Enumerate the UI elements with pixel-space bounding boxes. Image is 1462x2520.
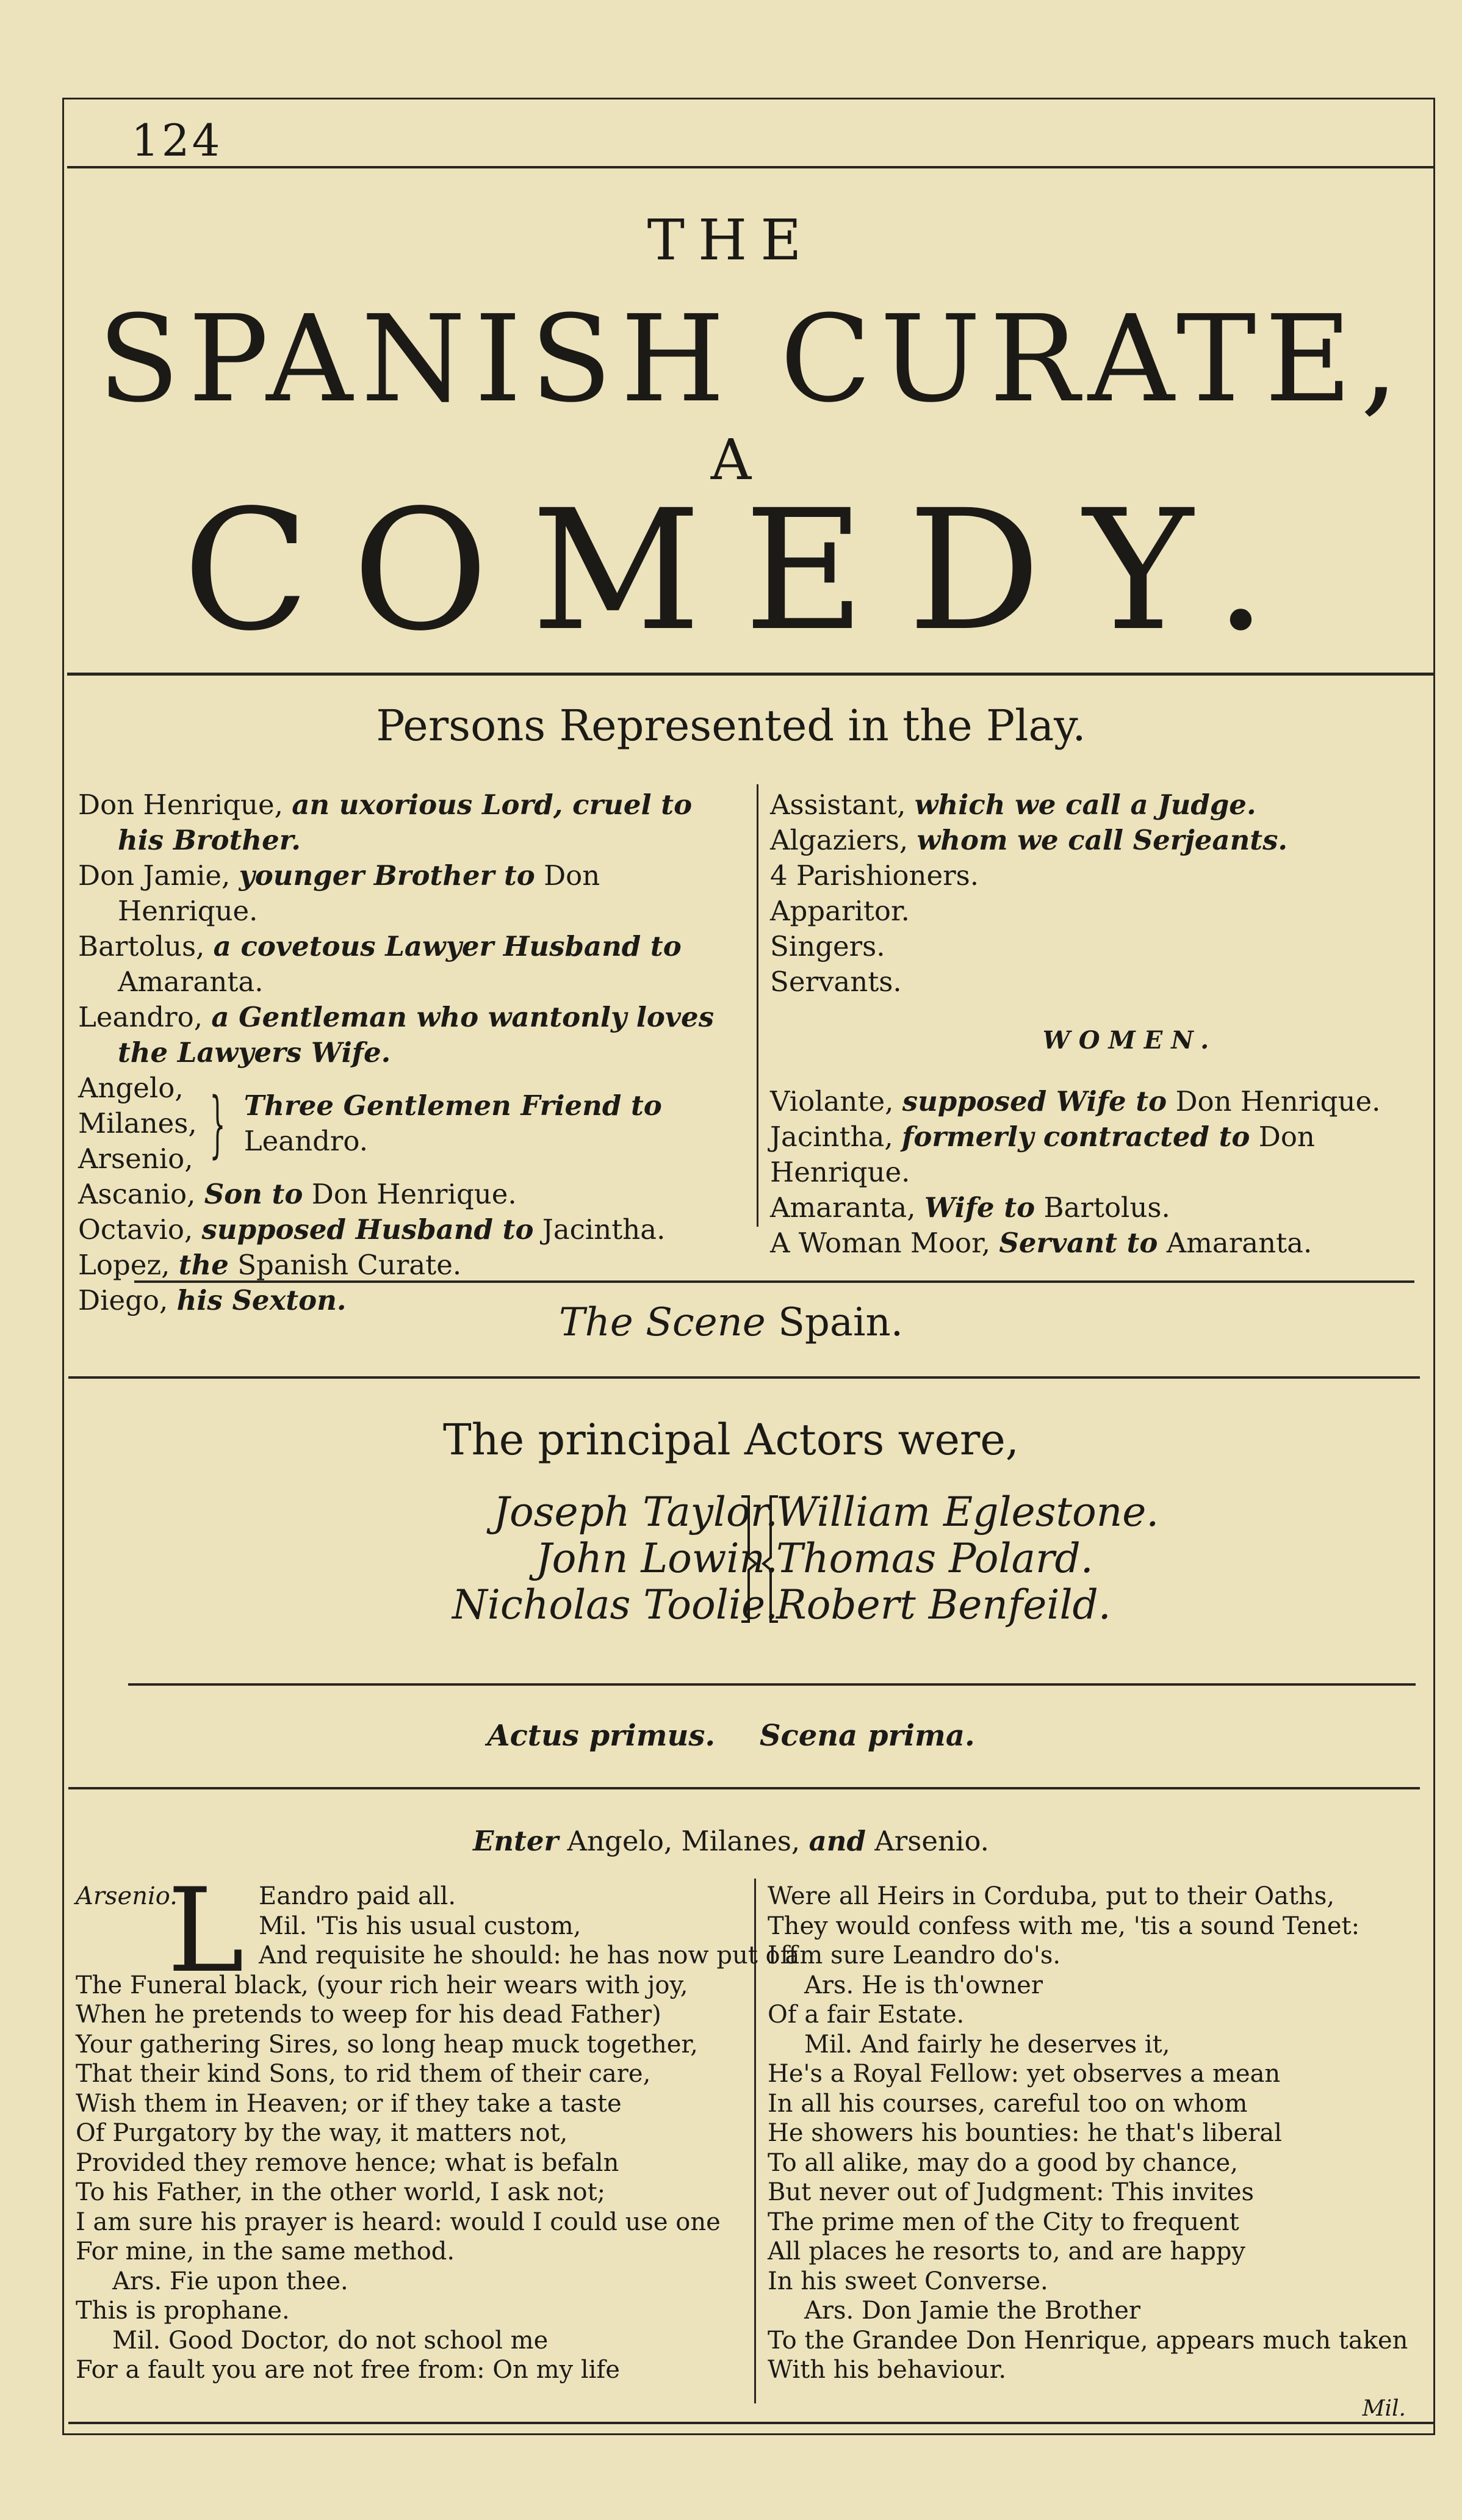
title-rule <box>67 673 1434 676</box>
title-main: SPANISH CURATE, <box>98 290 1407 429</box>
dialog-line: Provided they remove hence; what is befaln <box>76 2148 619 2177</box>
scene-rule <box>68 1376 1420 1379</box>
actor-name: Robert Benfeild. <box>776 1581 1111 1628</box>
dialog-line: With his behaviour. <box>768 2356 1007 2384</box>
dialog-line: The prime men of the City to frequent <box>768 2208 1239 2236</box>
title-comedy: COMEDY. <box>182 475 1310 668</box>
person-name: Angelo, <box>78 1072 184 1104</box>
actors-rule <box>128 1683 1416 1686</box>
persons-left-column <box>78 787 746 1318</box>
person-entry: Singers. <box>770 930 885 962</box>
drop-cap: L <box>167 1863 245 1998</box>
dialog-line: He showers his bounties: he that's liberal <box>768 2119 1282 2147</box>
person-name: Arsenio, <box>78 1143 193 1175</box>
dialog-line: Your gathering Sires, so long heap muck together, <box>76 2030 698 2059</box>
dialog-line: And requisite he should: he has now put off <box>259 1941 798 1969</box>
person-name: Milanes, <box>78 1107 197 1139</box>
dialog-line: Ars. Don Jamie the Brother <box>804 2297 1141 2325</box>
footer-rule <box>68 2422 1435 2424</box>
actor-name: Thomas Polard. <box>776 1535 1093 1582</box>
dialog-line: He's a Royal Fellow: yet observes a mean <box>768 2060 1281 2088</box>
dialog-line: For a fault you are not free from: On my life <box>76 2356 620 2384</box>
women-heading: WOMEN. <box>1042 1026 1218 1055</box>
person-entry: Violante, supposed Wife to Don Henrique. <box>770 1085 1381 1117</box>
dialog-line: Ars. He is th'owner <box>804 1971 1043 1999</box>
title-the: THE <box>647 208 815 273</box>
actor-name: Joseph Taylor. <box>493 1489 778 1536</box>
person-entry: Don Henrique, an uxorious Lord, cruel to his Brother. <box>78 789 693 856</box>
dialog-line: To the Grandee Don Henrique, appears much taken <box>768 2326 1408 2355</box>
scene-label: Scena prima. <box>759 1719 975 1753</box>
act-rule <box>68 1787 1420 1789</box>
person-entry: Octavio, supposed Husband to Jacintha. <box>78 1213 666 1246</box>
dialog-line: To all alike, may do a good by chance, <box>768 2148 1238 2177</box>
dialog-line: To his Father, in the other world, I ask not; <box>76 2178 606 2206</box>
actors-left-list <box>448 1489 778 1628</box>
dialog-line: In all his courses, careful too on whom <box>768 2089 1248 2118</box>
person-entry: Apparitor. <box>770 895 910 927</box>
title-a: A <box>710 427 752 493</box>
person-entry: 4 Parishioners. <box>770 859 979 892</box>
dialog-line: I am sure Leandro do's. <box>768 1941 1061 1969</box>
dialog-line: Of a fair Estate. <box>768 2001 965 2029</box>
catchword: Mil. <box>1362 2396 1406 2421</box>
person-entry: Diego, his Sexton. <box>78 1284 347 1316</box>
dialog-line: Ars. Fie upon thee. <box>112 2267 348 2295</box>
dialog-left-column <box>76 1863 798 2385</box>
dialog-line: Of Purgatory by the way, it matters not, <box>76 2119 568 2147</box>
person-entry: Assistant, which we call a Judge. <box>770 789 1256 821</box>
dialog-line: Eandro paid all. <box>259 1882 456 1910</box>
header-rule <box>67 166 1434 168</box>
actors-heading: The principal Actors were, <box>442 1415 1020 1465</box>
scene-line: The Scene Spain. <box>558 1300 904 1345</box>
person-entry: Lopez, the Spanish Curate. <box>78 1249 462 1281</box>
person-entry: Bartolus, a covetous Lawyer Husband to Amaranta. <box>78 930 682 998</box>
dialog-line: Mil. Good Doctor, do not school me <box>112 2326 549 2355</box>
dialog-line: Mil. 'Tis his usual custom, <box>259 1912 582 1940</box>
actor-name: John Lowin. <box>536 1535 778 1582</box>
dialog-line: Wish them in Heaven; or if they take a taste <box>76 2089 622 2118</box>
persons-column-divider <box>757 784 758 1227</box>
persons-right-column <box>770 787 1417 1261</box>
dialog-line: For mine, in the same method. <box>76 2237 455 2265</box>
person-entry: Algaziers, whom we call Serjeants. <box>770 824 1288 856</box>
page-number: 124 <box>131 115 223 166</box>
actor-name: William Eglestone. <box>776 1489 1159 1536</box>
person-entry: Jacintha, formerly contracted to Don Henrique. <box>770 1121 1315 1188</box>
dialog-line: They would confess with me, 'tis a sound Tenet: <box>768 1912 1360 1940</box>
person-entry: Leandro, a Gentleman who wantonly loves the Lawyers Wife. <box>78 1001 715 1069</box>
act-label: Actus primus. <box>487 1719 716 1753</box>
dialog-line: All places he resorts to, and are happy <box>768 2237 1246 2265</box>
person-entry: Ascanio, Son to Don Henrique. <box>78 1178 517 1210</box>
person-brace-group: Angelo, Milanes, Arsenio, } Three Gentlemen Friend to Leandro. <box>78 1070 746 1177</box>
actor-name: Nicholas Toolie. <box>452 1581 778 1628</box>
persons-heading: Persons Represented in the Play. <box>376 701 1086 751</box>
dialog-line: The Funeral black, (your rich heir wears with joy, <box>76 1971 688 1999</box>
person-entry: Servants. <box>770 966 902 998</box>
dialog-line: Mil. And fairly he deserves it, <box>804 2030 1170 2059</box>
dialog-line: Were all Heirs in Corduba, put to their Oaths, <box>768 1882 1335 1910</box>
stage-direction: Enter Angelo, Milanes, and Arsenio. <box>473 1825 989 1857</box>
dialog-line: That their kind Sons, to rid them of their care, <box>76 2060 651 2088</box>
person-entry: Don Jamie, younger Brother to Don Henrique. <box>78 859 600 927</box>
speaker-label: Arsenio. <box>76 1882 178 1910</box>
dialog-line: This is prophane. <box>76 2297 290 2325</box>
dialog-line: In his sweet Converse. <box>768 2267 1048 2295</box>
dialog-line: But never out of Judgment: This invites <box>768 2178 1255 2206</box>
act-heading <box>0 1719 1462 1753</box>
person-entry: Amaranta, Wife to Bartolus. <box>770 1191 1170 1224</box>
dialog-right-column <box>768 1882 1421 2385</box>
brace-icon: } <box>209 1081 226 1166</box>
person-entry: A Woman Moor, Servant to Amaranta. <box>770 1227 1313 1259</box>
actors-right-list <box>776 1489 1203 1628</box>
dialog-line: I am sure his prayer is heard: would I could use one <box>76 2208 721 2236</box>
dialog-line: When he pretends to weep for his dead Father) <box>76 2001 661 2029</box>
